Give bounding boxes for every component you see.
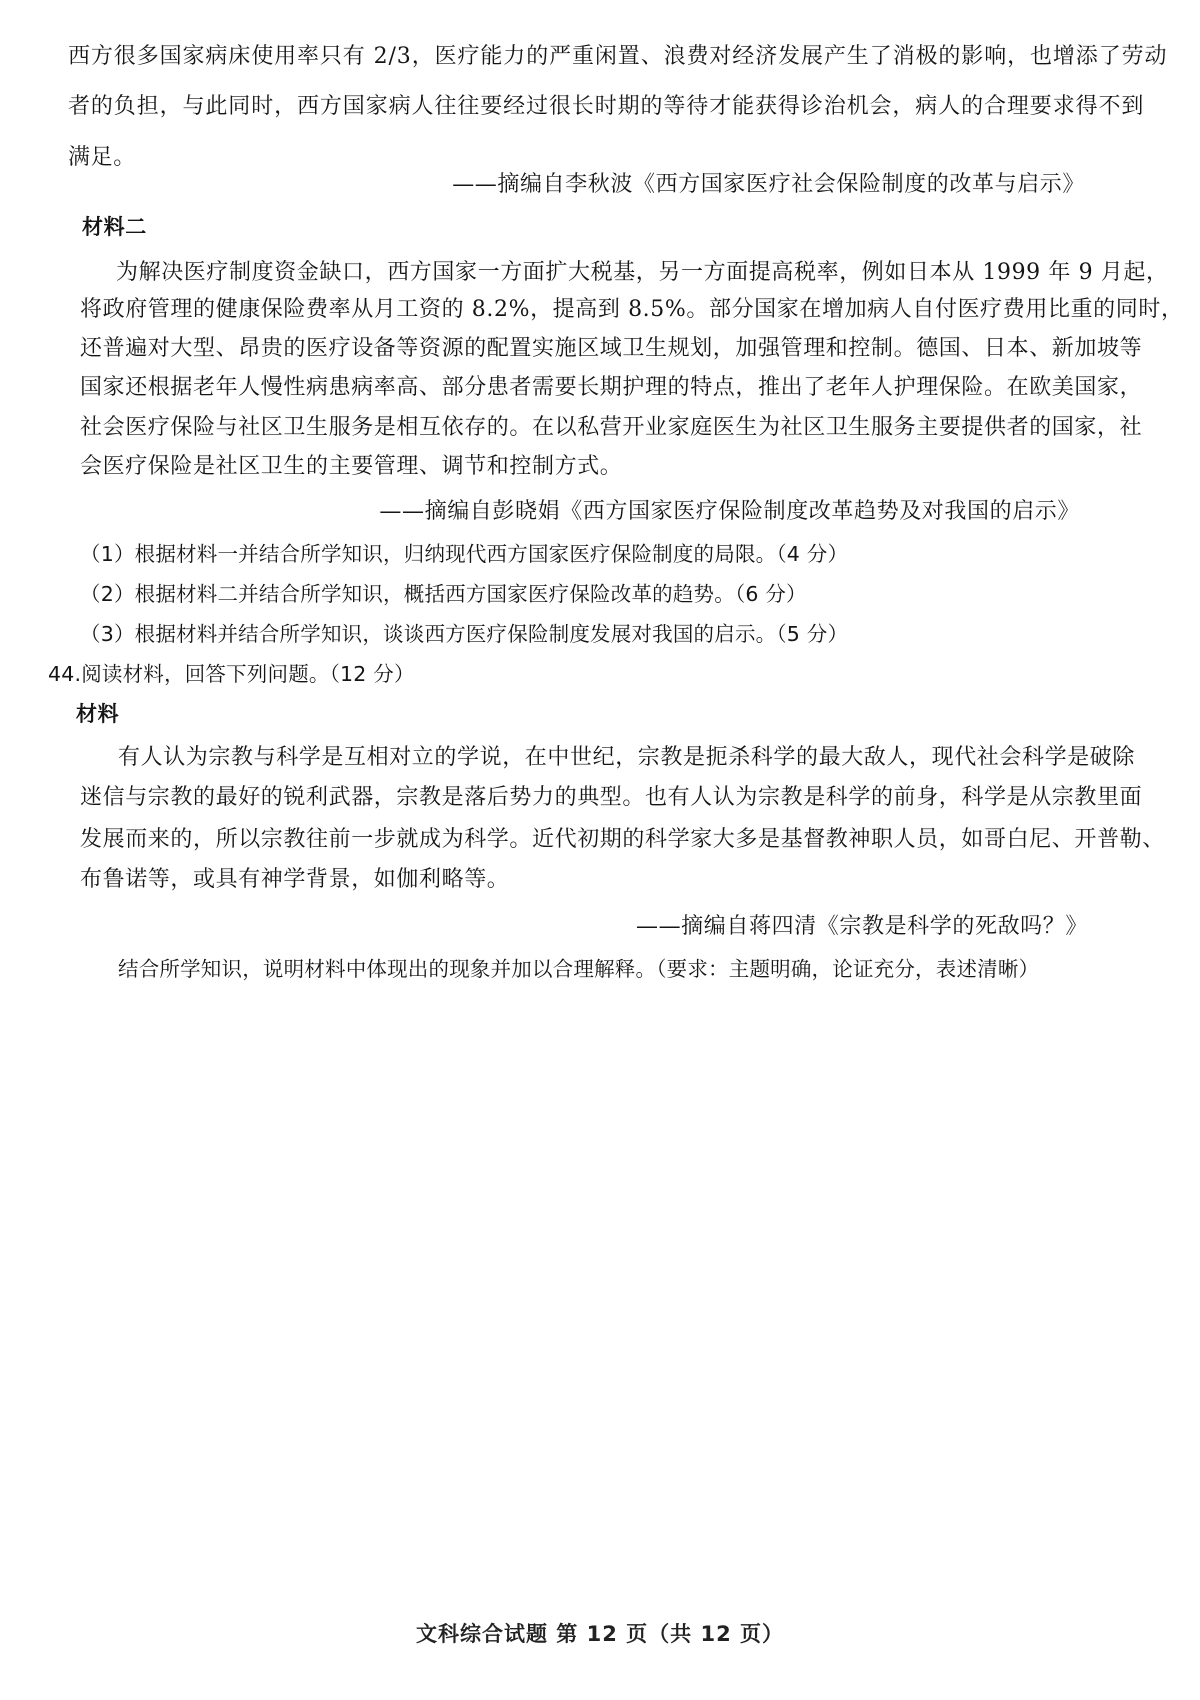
material-2-heading: 材料二 (82, 215, 147, 239)
question-44-line-2: 迷信与宗教的最好的锐利武器，宗教是落后势力的典型。也有人认为宗教是科学的前身，科学是从宗教里面 (80, 785, 1143, 810)
question-44-instruction: 结合所学知识，说明材料中体现出的现象并加以合理解释。（要求：主题明确，论证充分，表述清晰） (118, 957, 1040, 981)
source-3: ——摘编自蒋四清《宗教是科学的死敌吗？》 (635, 914, 1088, 939)
source-1: ——摘编自李秋波《西方国家医疗社会保险制度的改革与启示》 (452, 172, 1085, 197)
material-2-line-3: 还普遍对大型、昂贵的医疗设备等资源的配置实施区域卫生规划，加强管理和控制。德国、日本、新加坡等 (80, 336, 1143, 361)
question-44-line-1: 有人认为宗教与科学是互相对立的学说，在中世纪，宗教是扼杀科学的最大敌人，现代社会科学是破除 (118, 745, 1136, 770)
question-43-2: （2）根据材料二并结合所学知识，概括西方国家医疗保险改革的趋势。（6 分） (80, 582, 807, 606)
intro-line-1: 西方很多国家病床使用率只有 2/3，医疗能力的严重闲置、浪费对经济发展产生了消极的影响，也增添了劳动 (68, 44, 1168, 69)
question-44-material-heading: 材料 (76, 702, 120, 726)
question-43-1: （1）根据材料一并结合所学知识，归纳现代西方国家医疗保险制度的局限。（4 分） (80, 542, 849, 566)
material-2-line-4: 国家还根据老年人慢性病患病率高、部分患者需要长期护理的特点，推出了老年人护理保险。在欧美国家， (80, 375, 1143, 400)
material-2-line-1: 为解决医疗制度资金缺口，西方国家一方面扩大税基，另一方面提高税率，例如日本从 1999 年 9 月起， (116, 260, 1169, 285)
question-44-line-4: 布鲁诺等，或具有神学背景，如伽利略等。 (80, 867, 510, 892)
question-43-3: （3）根据材料并结合所学知识，谈谈西方医疗保险制度发展对我国的启示。（5 分） (80, 622, 849, 646)
page-footer: 文科综合试题 第 12 页（共 12 页） (415, 1622, 784, 1646)
material-2-line-5: 社会医疗保险与社区卫生服务是相互依存的。在以私营开业家庭医生为社区卫生服务主要提供者的国家，社 (80, 415, 1143, 440)
material-2-line-6: 会医疗保险是社区卫生的主要管理、调节和控制方式。 (80, 454, 623, 479)
material-2-line-2: 将政府管理的健康保险费率从月工资的 8.2%，提高到 8.5%。部分国家在增加病人自付医疗费用比重的同时， (80, 297, 1184, 322)
intro-line-2: 者的负担，与此同时，西方国家病人往往要经过很长时期的等待才能获得诊治机会，病人的合理要求得不到 (68, 94, 1145, 119)
question-44-line-3: 发展而来的，所以宗教往前一步就成为科学。近代初期的科学家大多是基督教神职人员，如哥白尼、开普勒、 (80, 827, 1165, 852)
source-2: ——摘编自彭晓娟《西方国家医疗保险制度改革趋势及对我国的启示》 (379, 499, 1080, 524)
question-44-title: 44.阅读材料，回答下列问题。（12 分） (48, 662, 415, 686)
intro-line-3: 满足。 (68, 145, 136, 170)
